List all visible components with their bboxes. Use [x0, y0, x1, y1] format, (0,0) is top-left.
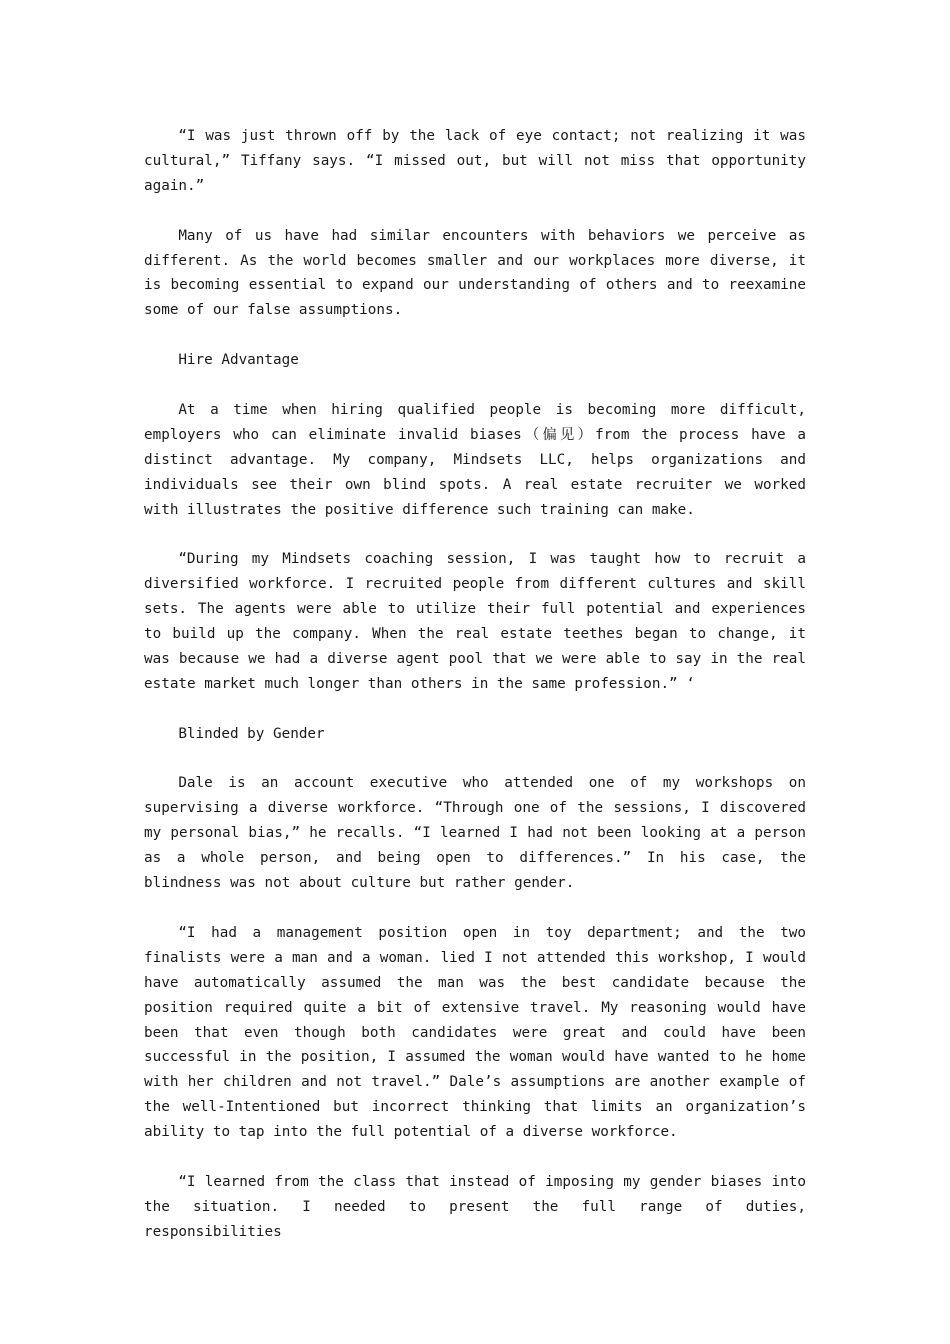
paragraph: At a time when hiring qualified people is becoming more difficult, employers who can eliminate invalid biases（偏见）from the process have a distinct advantage. My company, Mindsets LLC, helps organizations and individuals see their own blind spots. A real estate recruiter we worked with illustrates the positive difference such training can make.	[144, 401, 806, 518]
section-heading: Blinded by Gender	[178, 725, 325, 742]
document-page	[144, 124, 806, 1270]
paragraph: Many of us have had similar encounters with behaviors we perceive as different. As the world becomes smaller and our workplaces more diverse, it is becoming essential to expand our understanding of others and to reexamine some of our false assumptions.	[144, 227, 806, 319]
paragraph: “I learned from the class that instead of imposing my gender biases into the situation. I needed to present the full range of duties, responsibilities	[144, 1173, 806, 1240]
paragraph: “I was just thrown off by the lack of eye contact; not realizing it was cultural,” Tiffany says. “I missed out, but will not miss that opportunity again.”	[144, 128, 806, 194]
paragraph: “I had a management position open in toy department; and the two finalists were a man and a woman. lied I not attended this workshop, I would have automatically assumed the man was the best candidate because the position required quite a bit of extensive travel. My reasoning would have been that even though both candidates were great and could have been successful in the position, I assumed the woman would have wanted to he home with her children and not travel.” Dale’s assumptions are another example of the well-Intentioned but incorrect thinking that limits an organization’s ability to tap into the full potential of a diverse workforce.	[144, 924, 806, 1141]
section-heading: Hire Advantage	[178, 352, 299, 369]
paragraph: Dale is an account executive who attended one of my workshops on supervising a diverse workforce. “Through one of the sessions, I discovered my personal bias,” he recalls. “I learned I had not been looking at a person as a whole person, and being open to differences.” In his case, the blindness was not about culture but rather gender.	[144, 775, 806, 892]
paragraph: “During my Mindsets coaching session, I was taught how to recruit a diversified workforce. I recruited people from different cultures and skill sets. The agents were able to utilize their full potential and experiences to build up the company. When the real estate teethes began to change, it was because we had a diverse agent pool that we were able to say in the real estate market much longer than others in the same profession.” ‘	[144, 551, 806, 692]
